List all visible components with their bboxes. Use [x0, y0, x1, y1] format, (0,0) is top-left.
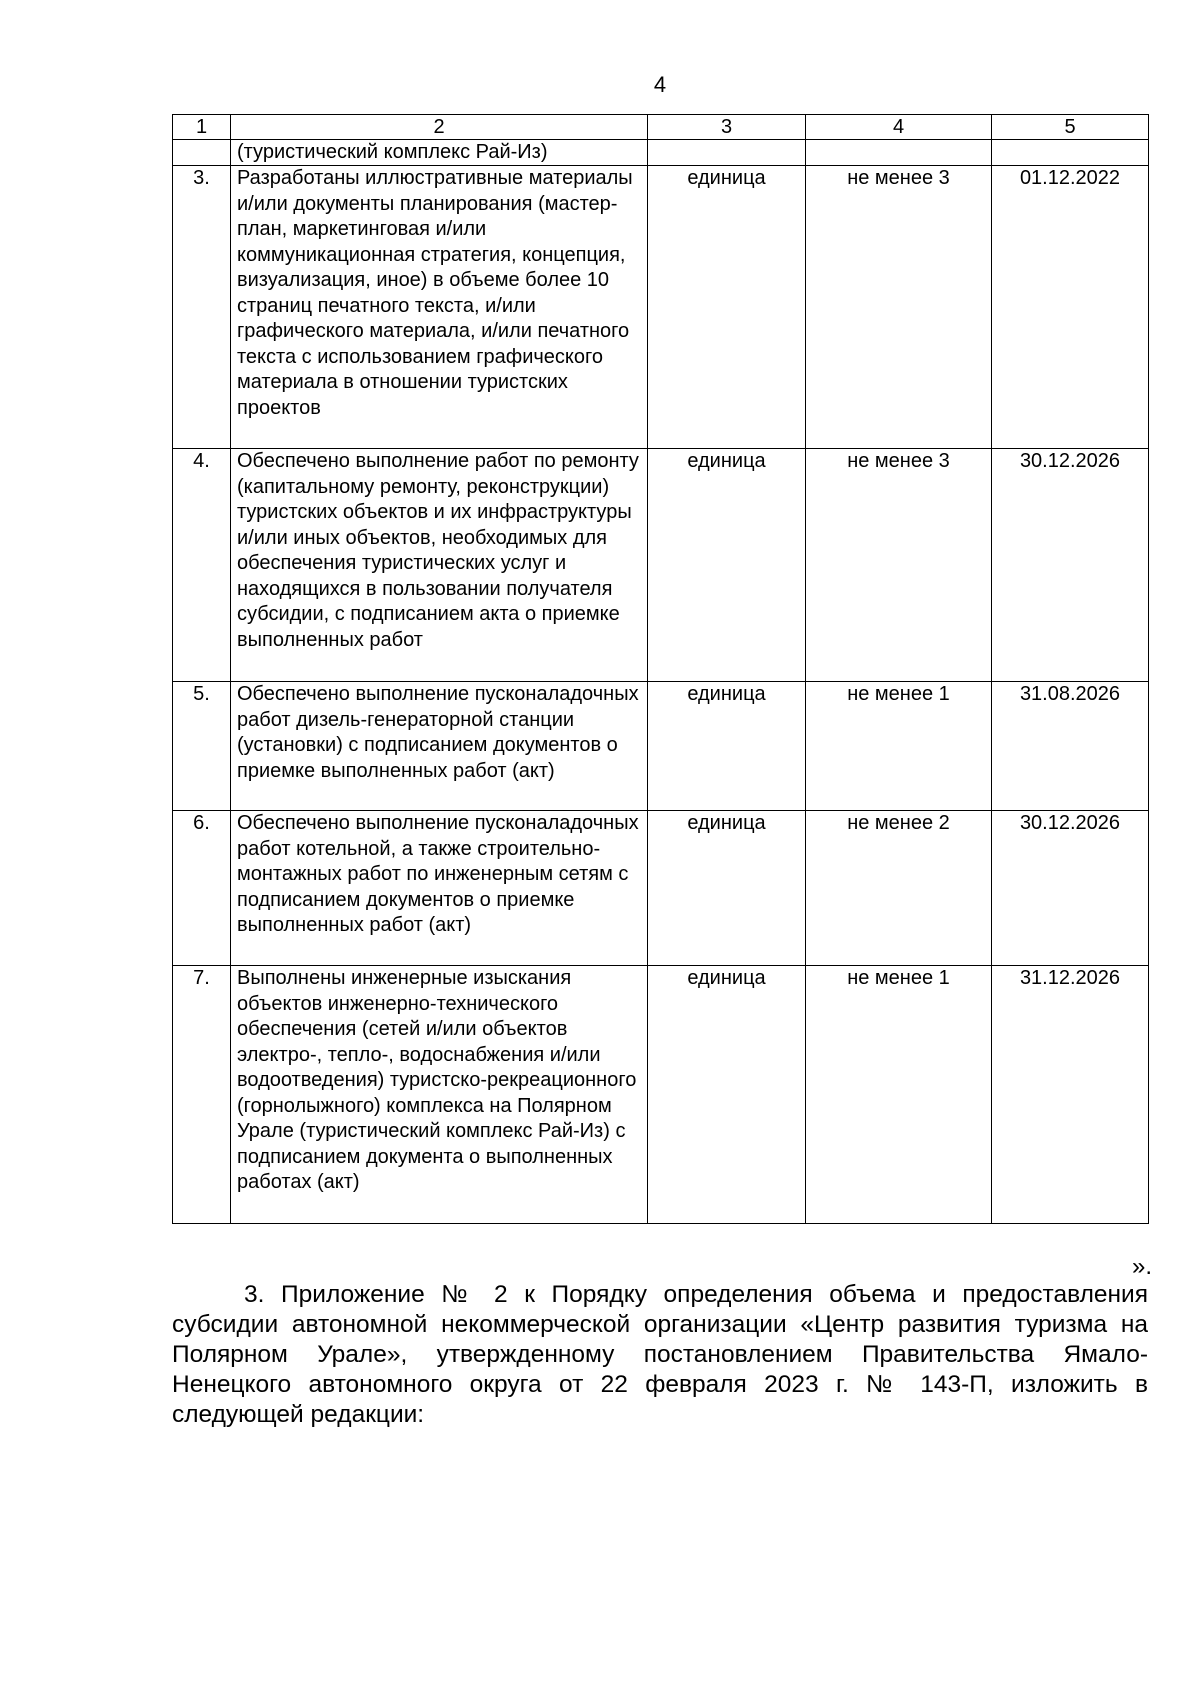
row-number: [173, 140, 231, 166]
row-description: Обеспечено выполнение работ по ремонту (капитальному ремонту, реконструкции) туристских объектов и их инфраструктуры и/или иных объектов, необходимых для обеспечения туристических услуг и находящихся в пользовании получателя субсидии, с подписанием акта о приемке выполненных работ: [231, 449, 648, 682]
row-date: 31.08.2026: [992, 682, 1149, 811]
row-description: Обеспечено выполнение пусконаладочных работ дизель-генераторной станции (установки) с подписанием документов о приемке выполненных работ (акт): [231, 682, 648, 811]
row-value: не менее 3: [806, 166, 992, 449]
header-cell: 3: [648, 115, 806, 140]
table-row: [173, 966, 1149, 1224]
row-number: 5.: [173, 682, 231, 811]
row-unit: единица: [648, 449, 806, 682]
row-unit: единица: [648, 682, 806, 811]
row-number: 6.: [173, 811, 231, 966]
row-date: [992, 140, 1149, 166]
table-row: [173, 166, 1149, 449]
table-row-continuation: [173, 140, 1149, 166]
header-cell: 5: [992, 115, 1149, 140]
header-cell: 4: [806, 115, 992, 140]
row-unit: [648, 140, 806, 166]
row-unit: единица: [648, 811, 806, 966]
amendment-paragraph: 3. Приложение № 2 к Порядку определения объема и предоставления субсидии автономной некоммерческой организации «Центр развития туризма на Полярном Урале», утвержденному постановлением Правительства Ямало-Ненецкого автономного округа от 22 февраля 2023 г. № 143-П, изложить в следующей редакции:: [172, 1281, 1148, 1428]
header-cell: 1: [173, 115, 231, 140]
row-date: 31.12.2026: [992, 966, 1149, 1224]
row-description: Обеспечено выполнение пусконаладочных работ котельной, а также строительно-монтажных работ по инженерным сетям с подписанием документов о приемке выполненных работ (акт): [231, 811, 648, 966]
row-value: не менее 3: [806, 449, 992, 682]
row-unit: единица: [648, 166, 806, 449]
table-row: [173, 811, 1149, 966]
row-number: 7.: [173, 966, 231, 1224]
row-description: (туристический комплекс Рай-Из): [231, 140, 648, 166]
table-row: [173, 682, 1149, 811]
row-date: 30.12.2026: [992, 449, 1149, 682]
row-unit: единица: [648, 966, 806, 1224]
row-number: 4.: [173, 449, 231, 682]
page-number: 4: [653, 72, 667, 97]
row-value: не менее 2: [806, 811, 992, 966]
row-date: 30.12.2026: [992, 811, 1149, 966]
row-value: не менее 1: [806, 966, 992, 1224]
row-number: 3.: [173, 166, 231, 449]
table-row: [173, 449, 1149, 682]
row-description: Выполнены инженерные изыскания объектов инженерно-технического обеспечения (сетей и/или объектов электро-, тепло-, водоснабжения и/или водоотведения) туристско-рекреационного (горнолыжного) комплекса на Полярном Урале (туристический комплекс Рай-Из) с подписанием документа о выполненных работах (акт): [231, 966, 648, 1224]
row-date: 01.12.2022: [992, 166, 1149, 449]
row-description: Разработаны иллюстративные материалы и/или документы планирования (мастер-план, маркетинговая и/или коммуникационная стратегия, концепция, визуализация, иное) в объеме более 10 страниц печатного текста, и/или графического материала, и/или печатного текста с использованием графического материала в отношении туристских проектов: [231, 166, 648, 449]
row-value: [806, 140, 992, 166]
header-cell: 2: [231, 115, 648, 140]
closing-quote: ».: [1131, 1253, 1152, 1280]
indicators-table: [172, 114, 1149, 1224]
row-value: не менее 1: [806, 682, 992, 811]
table-header-row: [173, 115, 1149, 140]
